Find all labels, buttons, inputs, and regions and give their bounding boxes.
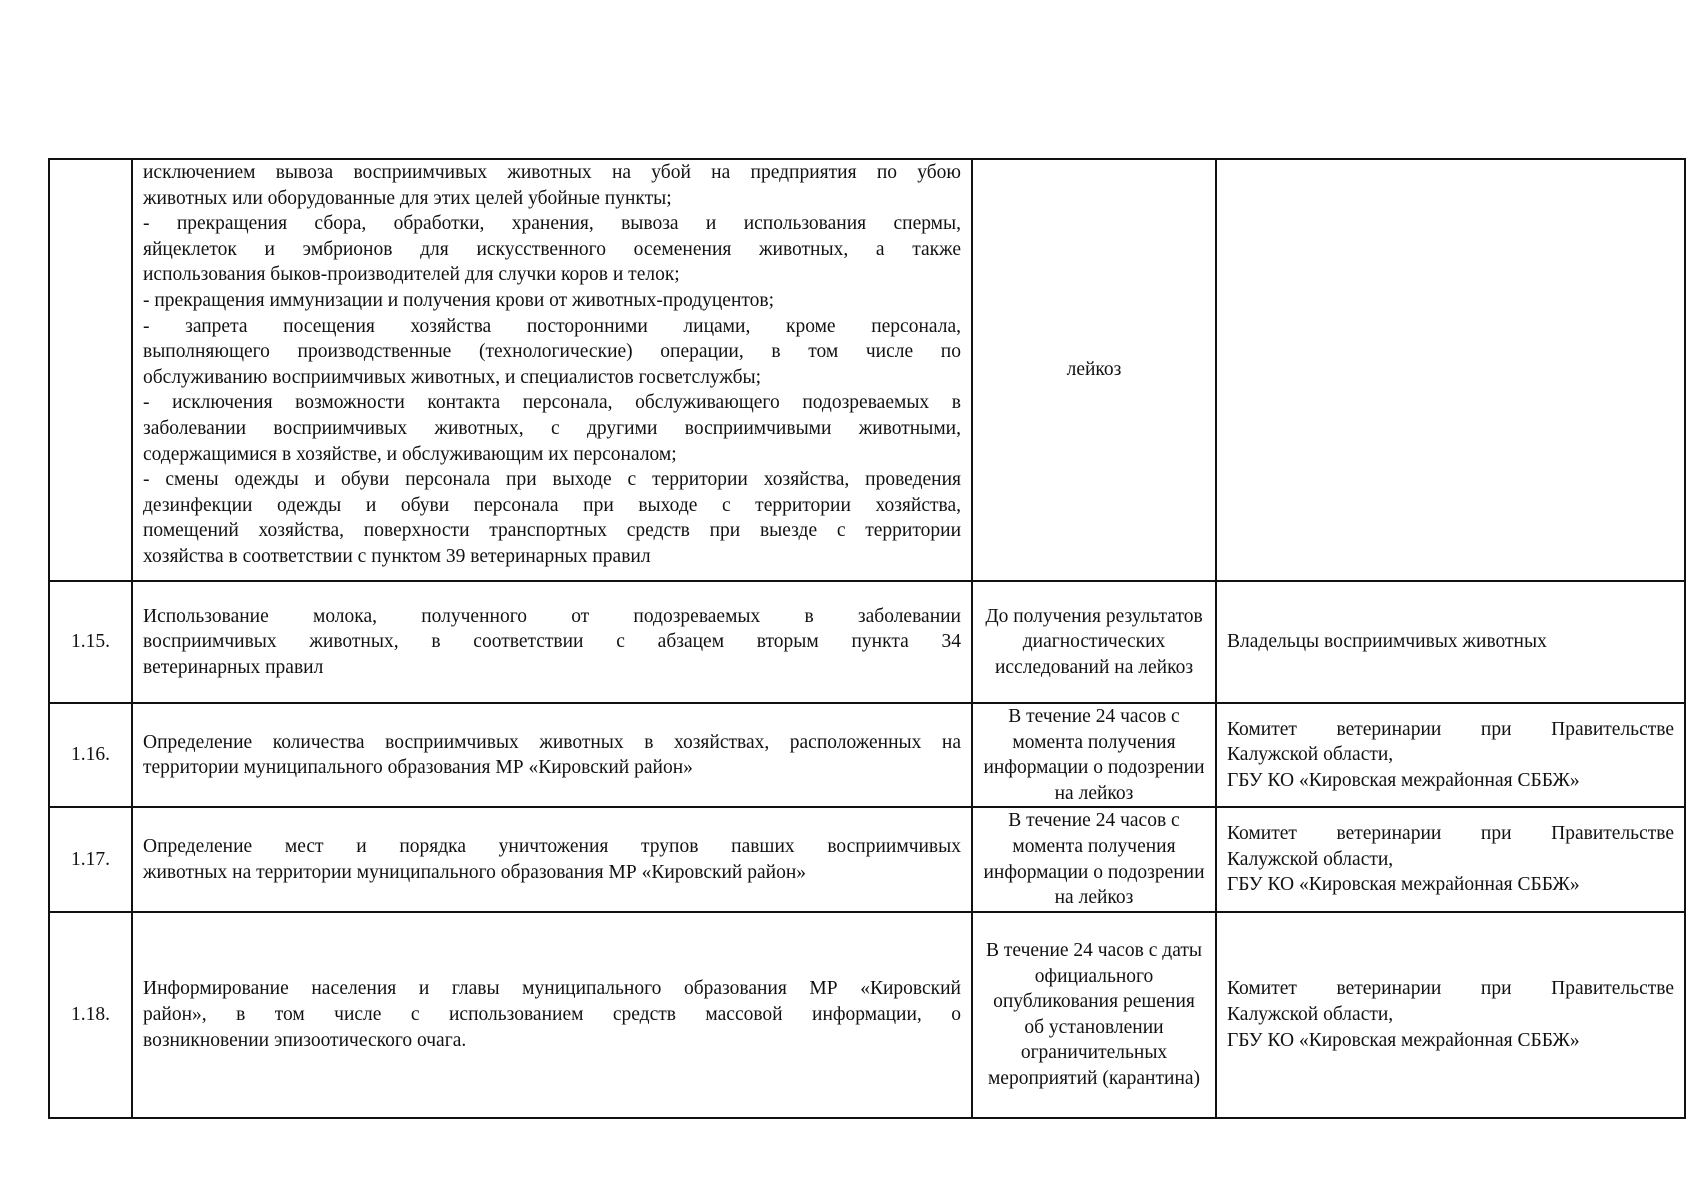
- term-cell: лейкоз: [972, 159, 1216, 581]
- action-line: - прекращения сбора, обработки, хранения, вывоза и использования спермы,: [143, 213, 961, 235]
- table-row: [49, 807, 1685, 911]
- action-line: - прекращения иммунизации и получения крови от животных-продуцентов;: [143, 289, 775, 311]
- action-line: ветеринарных правил: [143, 656, 324, 678]
- responsible-line: ГБУ КО «Кировская межрайонная СББЖ»: [1227, 874, 1580, 896]
- row-number-cell: [49, 159, 132, 581]
- action-line: - исключения возможности контакта персонала, обслуживающего подозреваемых в: [143, 392, 961, 414]
- row-number-cell: 1.17.: [49, 807, 132, 911]
- action-line: исключением вывоза восприимчивых животных на убой на предприятия по убою: [143, 162, 961, 183]
- action-line: яйцеклеток и эмбрионов для искусственного осеменения животных, а также: [143, 238, 961, 260]
- term-cell: В течение 24 часов с момента получения информации о подозрении на лейкоз: [972, 703, 1216, 807]
- action-line: хозяйства в соответствии с пунктом 39 ветеринарных правил: [143, 545, 651, 567]
- responsible-cell: [1216, 807, 1685, 911]
- term-cell: В течение 24 часов с момента получения информации о подозрении на лейкоз: [972, 807, 1216, 911]
- action-line: выполняющего производственные (технологические) операции, в том числе по: [143, 341, 961, 363]
- action-line: использования быков-производителей для случки коров и телок;: [143, 264, 680, 286]
- table-row: [49, 912, 1685, 1118]
- responsible-line: ГБУ КО «Кировская межрайонная СББЖ»: [1227, 769, 1580, 791]
- action-line: территории муниципального образования МР «Кировский район»: [143, 757, 693, 779]
- action-line: - запрета посещения хозяйства посторонними лицами, кроме персонала,: [143, 315, 961, 337]
- responsible-line: ГБУ КО «Кировская межрайонная СББЖ»: [1227, 1029, 1580, 1051]
- responsible-line: Комитет ветеринарии при Правительстве: [1227, 823, 1674, 845]
- action-line: Определение количества восприимчивых животных в хозяйствах, расположенных на: [143, 731, 961, 753]
- action-line: животных или оборудованные для этих целей убойные пункты;: [143, 187, 672, 209]
- action-line: дезинфекции одежды и обуви персонала при выходе с территории хозяйства,: [143, 494, 961, 516]
- action-line: Информирование населения и главы муниципального образования МР «Кировский: [143, 978, 961, 1000]
- table-row: [49, 581, 1685, 703]
- action-line: помещений хозяйства, поверхности транспортных средств при выезде с территории: [143, 520, 961, 542]
- responsible-cell: [1216, 703, 1685, 807]
- action-cell: [132, 159, 972, 581]
- action-line: обслуживанию восприимчивых животных, и специалистов госветслужбы;: [143, 366, 762, 388]
- responsible-line: Калужской области,: [1227, 744, 1394, 766]
- action-cell: [132, 912, 972, 1118]
- action-line: район», в том числе с использованием средств массовой информации, о: [143, 1003, 961, 1025]
- row-number-cell: 1.15.: [49, 581, 132, 703]
- table-row: [49, 159, 1685, 581]
- action-line: восприимчивых животных, в соответствии с абзацем вторым пункта 34: [143, 631, 961, 653]
- row-number-cell: 1.16.: [49, 703, 132, 807]
- responsible-line: Комитет ветеринарии при Правительстве: [1227, 978, 1674, 1000]
- responsible-line: Калужской области,: [1227, 1003, 1394, 1025]
- table-row: [49, 703, 1685, 807]
- action-line: животных на территории муниципального образования МР «Кировский район»: [143, 861, 807, 883]
- action-line: содержащимися в хозяйстве, и обслуживающим их персоналом;: [143, 443, 677, 465]
- row-number-cell: 1.18.: [49, 912, 132, 1118]
- responsible-cell: [1216, 581, 1685, 703]
- responsible-line: Калужской области,: [1227, 848, 1394, 870]
- responsible-cell: [1216, 159, 1685, 581]
- action-line: возникновении эпизоотического очага.: [143, 1029, 467, 1051]
- responsible-line: Комитет ветеринарии при Правительстве: [1227, 718, 1674, 740]
- action-cell: [132, 581, 972, 703]
- action-line: - смены одежды и обуви персонала при выходе с территории хозяйства, проведения: [143, 469, 961, 491]
- action-cell: [132, 807, 972, 911]
- term-cell: В течение 24 часов с даты официального опубликования решения об установлении ограничительных мероприятий (карантина): [972, 912, 1216, 1118]
- action-line: Использование молока, полученного от подозреваемых в заболевании: [143, 605, 961, 627]
- action-line: Определение мест и порядка уничтожения трупов павших восприимчивых: [143, 835, 961, 857]
- action-cell: [132, 703, 972, 807]
- measures-table: [48, 158, 1686, 1119]
- term-cell: До получения результатов диагностических исследований на лейкоз: [972, 581, 1216, 703]
- responsible-cell: [1216, 912, 1685, 1118]
- action-line: заболевании восприимчивых животных, с другими восприимчивыми животными,: [143, 417, 961, 439]
- responsible-line: Владельцы восприимчивых животных: [1227, 631, 1547, 653]
